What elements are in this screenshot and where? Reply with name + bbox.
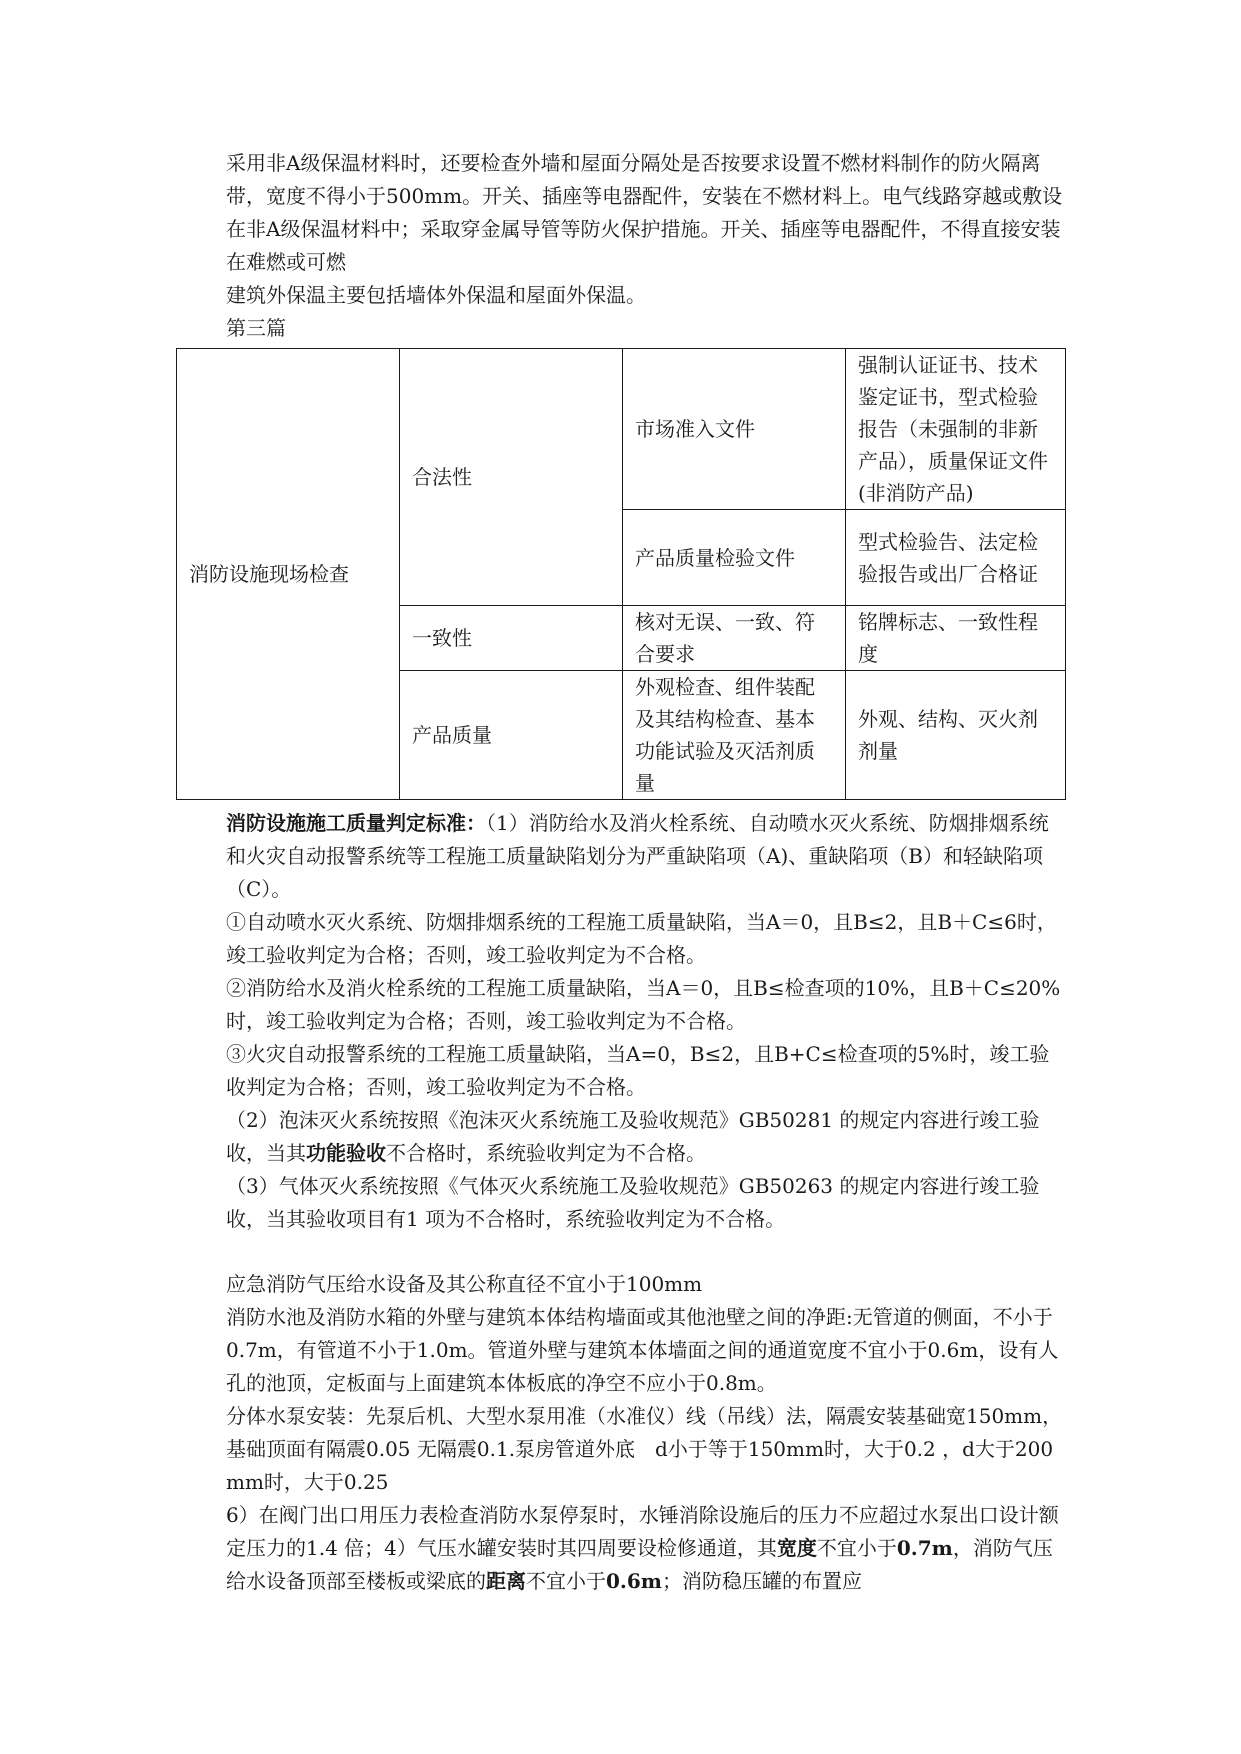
table-cell-market-access-detail: 强制认证证书、技术鉴定证书，型式检验报告（未强制的非新产品），质量保证文件(非消防产品)	[846, 349, 1066, 510]
standards-item-3: ③火灾自动报警系统的工程施工质量缺陷，当A=0，B≤2，且B+C≤检查项的5%时，竣工验收判定为合格；否则，竣工验收判定为不合格。	[226, 1042, 1050, 1099]
intro-line: 建筑外保温主要包括墙体外保温和屋面外保温。	[226, 283, 646, 307]
equipment-line-2: 消防水池及消防水箱的外壁与建筑本体结构墙面或其他池壁之间的净距:无管道的侧面，不小于0.7m，有管道不小于1.0m。管道外壁与建筑本体墙面之间的通道宽度不宜小于0.6m，设有人孔的池顶，定板面与上面建筑本体板底的净空不应小于0.8m。	[226, 1305, 1059, 1395]
table-cell-consistency-detail: 铭牌标志、一致性程度	[846, 606, 1066, 671]
table-cell-legality: 合法性	[400, 349, 623, 606]
function-acceptance-bold: 功能验收	[306, 1141, 386, 1165]
standards-intro	[226, 807, 1064, 906]
standards-item-2: ②消防给水及消火栓系统的工程施工质量缺陷，当A＝0，且B≤检查项的10%，且B＋C≤20%时，竣工验收判定为合格；否则，竣工验收判定为不合格。	[226, 976, 1061, 1033]
equipment-section	[226, 1268, 1064, 1598]
table-cell-quality-inspection: 产品质量检验文件	[623, 510, 846, 606]
table-cell-consistency: 一致性	[400, 606, 623, 671]
table-cell-product-quality: 产品质量	[400, 671, 623, 800]
equipment-line-3: 分体水泵安装：先泵后机、大型水泵用准（水准仪）线（吊线）法，隔震安装基础宽150mm，基础顶面有隔震0.05 无隔震0.1.泵房管道外底 d小于等于150mm时，大于0.2 ，d大于200mm时，大于0.25	[226, 1404, 1063, 1494]
table-cell-product-quality-method: 外观检查、组件装配及其结构检查、基本功能试验及灭活剂质量	[623, 671, 846, 800]
equipment-line-1: 应急消防气压给水设备及其公称直径不宜小于100mm	[226, 1272, 703, 1296]
inspection-table	[176, 348, 1066, 800]
table-row	[177, 349, 1066, 510]
section-heading: 第三篇	[226, 316, 286, 340]
standards-item-1: ①自动喷水灭火系统、防烟排烟系统的工程施工质量缺陷，当A＝0，且B≤2，且B＋C≤6时，竣工验收判定为合格；否则，竣工验收判定为不合格。	[226, 910, 1057, 967]
standards-para2: （2）泡沫灭火系统按照《泡沫灭火系统施工及验收规范》GB50281 的规定内容进行竣工验收，当其功能验收不合格时，系统验收判定为不合格。	[226, 1108, 1040, 1165]
standards-para3: （3）气体灭火系统按照《气体灭火系统施工及验收规范》GB50263 的规定内容进行竣工验收，当其验收项目有1 项为不合格时，系统验收判定为不合格。	[226, 1174, 1040, 1231]
table-cell-main-category: 消防设施现场检查	[177, 349, 400, 800]
table-cell-product-quality-detail: 外观、结构、灭火剂剂量	[846, 671, 1066, 800]
intro-paragraph: 采用非A级保温材料时，还要检查外墙和屋面分隔处是否按要求设置不燃材料制作的防火隔离带，宽度不得小于500mm。开关、插座等电器配件，安装在不燃材料上。电气线路穿越或敷设在非A级保温材料中；采取穿金属导管等防火保护措施。开关、插座等电器配件，不得直接安装在难燃或可燃	[226, 151, 1063, 274]
standards-section	[226, 807, 1064, 1236]
equipment-line-4: 6）在阀门出口用压力表检查消防水泵停泵时，水锤消除设施后的压力不应超过水泵出口设计额定压力的1.4 倍；4）气压水罐安装时其四周要设检修通道，其宽度不宜小于0.7m，消防气压给水设备顶部至楼板或梁底的距离不宜小于0.6m；消防稳压罐的布置应	[226, 1503, 1059, 1593]
standards-heading: 消防设施施工质量判定标准：	[226, 811, 486, 835]
table-cell-market-access: 市场准入文件	[623, 349, 846, 510]
table-cell-quality-inspection-detail: 型式检验告、法定检验报告或出厂合格证	[846, 510, 1066, 606]
intro-section	[226, 147, 1064, 345]
table-cell-consistency-method: 核对无误、一致、符合要求	[623, 606, 846, 671]
standards-para1: （1）消防给水及消火栓系统、自动喷水灭火系统、防烟排烟系统和火灾自动报警系统等工程施工质量缺陷划分为严重缺陷项（A)、重缺陷项（B）和轻缺陷项（C）。	[226, 811, 1049, 901]
